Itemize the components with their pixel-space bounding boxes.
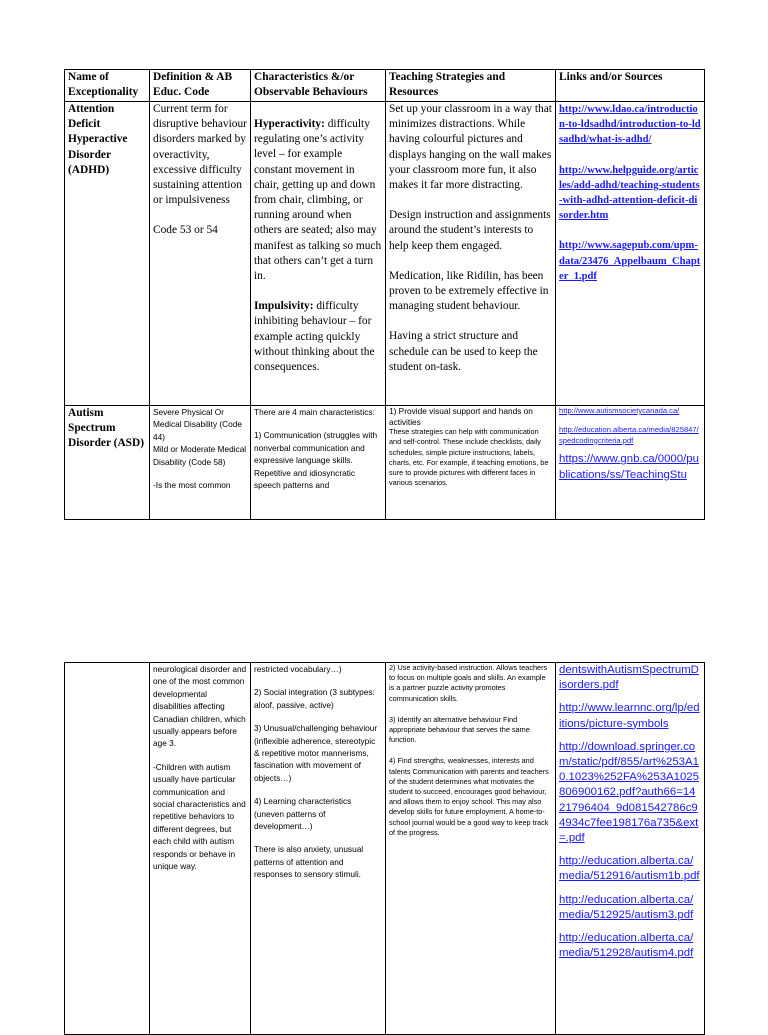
impulsivity-text: difficulty inhibiting behaviour – for example acting quickly without thinking about the consequences. (254, 300, 375, 374)
adhd-link-ldao[interactable]: http://www.ldao.ca/introduction-to-ldsadhd/introduction-to-ldsadhd/what-is-adhd/ (559, 104, 701, 146)
adhd-name: Attention Deficit Hyperactive Disorder (ADHD) (65, 102, 150, 406)
hyperactivity-text: difficulty regulating one’s activity level – for example constant movement in chair, getting up and down from chair, climbing, or running around when others are seated; also may manifest as talking so much that others can’t get a turn in. (254, 118, 382, 283)
asd-def-3: -Is the most common (153, 480, 231, 491)
asd-char-2: 2) Social integration (3 subtypes: aloof, passive, active) (254, 687, 375, 710)
asd-def-1: Severe Physical Or Medical Disability (Code 44) (153, 407, 242, 442)
asd-name: Autism Spectrum Disorder (ASD) (65, 406, 150, 520)
asd-name-continued (65, 663, 150, 1035)
asd-links-cell-continued (556, 663, 705, 1035)
adhd-definition-cell (150, 102, 251, 406)
adhd-characteristics-cell (251, 102, 386, 406)
asd-characteristics-cell-continued (251, 663, 386, 1035)
header-characteristics: Characteristics &/or Observable Behaviours (251, 70, 386, 102)
asd-link-gnb-continued[interactable]: dentswithAutismSpectrumDisorders.pdf (559, 664, 699, 692)
asd-def-cont-2: -Children with autism usually have particular communication and social characteristics and repetitive behaviors to different degrees, but each child with autism responds or behave in unique way. (153, 761, 246, 872)
adhd-link-sagepub[interactable]: http://www.sagepub.com/upm-data/23476_Appelbaum_Chapter_1.pdf (559, 240, 701, 282)
adhd-links-cell (556, 102, 705, 406)
header-name: Name of Exceptionality (65, 70, 150, 102)
exceptionality-table-continued (64, 662, 705, 1035)
asd-char-4: 4) Learning characteristics (uneven patterns of development…) (254, 796, 352, 832)
exceptionality-table (64, 69, 705, 520)
header-row (65, 70, 705, 102)
asd-def-cont: neurological disorder and one of the most common developmental disabilities affecting Canadian children, which usually appears before age 3. (153, 664, 247, 749)
asd-strat-1-head: 1) Provide visual support and hands on activities (389, 406, 533, 427)
asd-strat-3: 3) Identify an alternative behaviour Find appropriate behaviour that serves the same function. (389, 714, 530, 745)
adhd-strategies-cell (386, 102, 556, 406)
asd-strat-1-body: These strategies can help with communication and self-control. These include checklists, daily schedules, simple picture instructions, labels, charts, etc. For example, if teaching emotions, be sure to provide pictures with different faces in various scenarios. (389, 427, 549, 488)
adhd-impulsivity (254, 299, 382, 375)
adhd-row (65, 102, 705, 406)
adhd-strategy-3: Medication, like Ridilin, has been proven to be extremely effective in managing student behaviour. (389, 269, 549, 313)
adhd-code: Code 53 or 54 (153, 224, 218, 237)
asd-strategies-cell-continued (386, 663, 556, 1035)
asd-strat-2: 2) Use activity-based instruction. Allows teachers to focus on multiple goals and skills. An example is a partner puzzle activity promotes communication skills. (389, 663, 548, 703)
asd-char-3: 3) Unusual/challenging behaviour (inflexible adherence, stereotypic & repetitive motor mannerisms, fascination with movement of objects…) (254, 723, 378, 783)
asd-def-2: Mild or Moderate Medical Disability (Code 58) (153, 444, 247, 467)
asd-char-1b: Repetitive and idiosyncratic speech patterns and (254, 467, 355, 491)
header-definition: Definition & AB Educ. Code (150, 70, 251, 102)
asd-char-1: 1) Communication (struggles with nonverbal communication and expressive language skills. (254, 430, 378, 466)
asd-link-autism1b[interactable]: http://education.alberta.ca/media/512916/autism1b.pdf (559, 855, 700, 883)
asd-row (65, 406, 705, 520)
asd-char-5: There is also anxiety, unusual patterns of attention and responses to sensory stimuli. (254, 844, 364, 880)
header-strategies: Teaching Strategies and Resources (386, 70, 556, 102)
asd-char-1-cont: restricted vocabulary…) (254, 664, 342, 674)
asd-link-autism4[interactable]: http://education.alberta.ca/media/512928/autism4.pdf (559, 932, 694, 960)
adhd-strategy-4: Having a strict structure and schedule can be used to keep the student on-task. (389, 330, 538, 373)
asd-link-spedcoding[interactable]: http://education.alberta.ca/media/825847/spedcodingcriteria.pdf (559, 424, 699, 445)
asd-definition-cell-continued (150, 663, 251, 1035)
asd-strategies-cell (386, 406, 556, 520)
header-links: Links and/or Sources (556, 70, 705, 102)
impulsivity-label: Impulsivity: (254, 300, 314, 313)
hyperactivity-label: Hyperactivity: (254, 118, 325, 130)
asd-strat-4: 4) Find strengths, weaknesses, interests and talents Communication with parents and teachers of the student determines what motivates the student to succeed, encourages good behaviour, and allows them to enjoy school. This may also develop skills for future employment. A home-to-school journal would be a good way to keep track of the progress. (389, 756, 549, 837)
adhd-strategy-2: Design instruction and assignments around the student’s interests to help keep them engaged. (389, 209, 551, 252)
asd-definition-cell (150, 406, 251, 520)
adhd-definition: Current term for disruptive behaviour disorders marked by overactivity, excessive difficulty sustaining attention or impulsiveness (153, 103, 247, 207)
adhd-strategy-1: Set up your classroom in a way that minimizes distractions. While having colourful pictures and displays hanging on the wall makes your classroom more fun, it also makes it far more distracting. (389, 103, 552, 192)
asd-char-intro: There are 4 main characteristics: (254, 407, 375, 417)
asd-link-learnnc[interactable]: http://www.learnnc.org/lp/editions/picture-symbols (559, 702, 700, 730)
asd-link-gnb[interactable]: https://www.gnb.ca/0000/publications/ss/TeachingStu (559, 453, 699, 481)
asd-characteristics-cell (251, 406, 386, 520)
asd-row-continued (65, 663, 705, 1035)
adhd-link-helpguide[interactable]: http://www.helpguide.org/articles/add-adhd/teaching-students-with-adhd-attention-deficit-disorder.htm (559, 164, 700, 222)
asd-links-cell (556, 406, 705, 520)
adhd-hyperactivity (254, 117, 382, 284)
asd-link-springer[interactable]: http://download.springer.com/static/pdf/855/art%253A10.1023%252FA%253A1025806900162.pdf?auth66=1421796404_9d081542786c94934c7fee198176a735&ext=.pdf (559, 740, 699, 845)
asd-link-autism3[interactable]: http://education.alberta.ca/media/512925/autism3.pdf (559, 893, 694, 921)
asd-link-autismsociety[interactable]: http://www.autismsocietycanada.ca/ (559, 406, 680, 415)
